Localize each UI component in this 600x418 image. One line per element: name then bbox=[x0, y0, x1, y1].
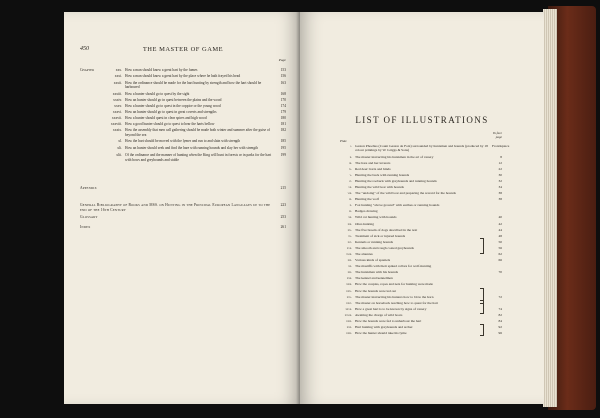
plate-title: Hart hunting with greyhounds and archer bbox=[355, 325, 413, 330]
plate-title: The master instructing his huntsmen in the art of venery bbox=[355, 154, 434, 159]
plate-row bbox=[340, 179, 502, 183]
chapter-title: How a hunter should quest in clear spires and high wood bbox=[125, 116, 207, 121]
plate-page: 32 bbox=[498, 178, 502, 183]
plate-row bbox=[340, 161, 502, 165]
contents-row bbox=[80, 104, 286, 109]
plate-title: Kennels or running hounds bbox=[355, 239, 394, 244]
chapter-page: 163 bbox=[280, 80, 286, 85]
plate-number: xi. bbox=[349, 209, 352, 214]
plate-row bbox=[340, 270, 502, 274]
chapter-title: How an hunter should go to quest in great coverts and strengths bbox=[125, 110, 217, 115]
plate-row bbox=[340, 222, 502, 226]
back-matter-item bbox=[80, 215, 286, 220]
chapter-label: Chapter bbox=[80, 68, 95, 72]
chapter-number: xxxvi. bbox=[112, 110, 122, 115]
back-matter-page: 215 bbox=[280, 186, 286, 190]
contents-row bbox=[80, 74, 286, 79]
plate-row bbox=[340, 173, 502, 177]
plate-title: Gaston Phoebus (Count Gaston de Foix) surrounded by huntsmen and hounds (produced by 18 colour printings by W. Griggs & Sons) bbox=[355, 144, 488, 153]
back-matter-title: Index bbox=[80, 225, 91, 229]
illustrations-list bbox=[340, 144, 510, 337]
plate-number: v. bbox=[349, 172, 352, 177]
plate-number: iii. bbox=[349, 160, 352, 165]
back-matter-item bbox=[80, 225, 286, 230]
plate-page: 92 bbox=[498, 325, 502, 330]
page-fore-edge bbox=[543, 9, 557, 407]
plate-row bbox=[340, 264, 502, 268]
running-header bbox=[80, 46, 286, 56]
chapter-page: 182 bbox=[280, 128, 286, 133]
illustrations-title: LIST OF ILLUSTRATIONS bbox=[355, 115, 489, 125]
plate-page: 30 bbox=[498, 172, 502, 177]
plate-number: xvii. bbox=[346, 245, 352, 250]
chapter-title: How the hart should be moved with the lymer and run to and slain with strength bbox=[125, 139, 241, 144]
chapter-title: How an hunter should go in quest between the plains and the wood bbox=[125, 98, 222, 103]
plate-page: 38 bbox=[498, 197, 502, 202]
chapter-title: How a man should know a great hart by the fumes bbox=[125, 68, 198, 72]
chapter-title: How the assembly that men call gathering should be made both winter and summer after the guise of beyond the sea bbox=[125, 128, 271, 137]
plate-page: 48 bbox=[498, 233, 502, 238]
plate-number: xxvii. bbox=[345, 306, 352, 311]
plate-title: Fox hunting "above ground" with earthes or running hounds bbox=[355, 203, 440, 208]
plate-title: The huntsman with his hounds bbox=[355, 270, 398, 275]
chapter-title: How a hunter should go to quest in the coppice or the young wood bbox=[125, 104, 221, 109]
contents-list bbox=[80, 68, 286, 164]
back-matter-title: Appendix bbox=[80, 186, 97, 190]
plate-title: Hunting the roebuck with greyhounds and running hounds bbox=[355, 178, 437, 183]
plate-row bbox=[340, 252, 502, 256]
plate-title: How the hunter should take his lyme bbox=[355, 331, 407, 336]
plate-row bbox=[340, 197, 502, 201]
chapter-number: xxxix. bbox=[112, 128, 122, 133]
plate-title: Hunting the wolf bbox=[355, 197, 379, 202]
plate-title: How a great hart is to be known by signs of venery bbox=[355, 306, 427, 311]
plate-title: The mastiffs with their spiked collars for wolf-hunting bbox=[355, 264, 432, 269]
plate-number: iv. bbox=[349, 166, 352, 171]
plate-row bbox=[340, 191, 502, 195]
plate-number: xxiv. bbox=[346, 288, 352, 293]
plate-page: 42 bbox=[498, 221, 502, 226]
contents-row bbox=[80, 153, 286, 162]
plate-number: xxii. bbox=[346, 276, 352, 281]
plate-number: xiv. bbox=[347, 227, 352, 232]
plate-number: xvi. bbox=[347, 239, 352, 244]
plate-row bbox=[340, 289, 502, 293]
plate-number: xviii. bbox=[346, 252, 352, 256]
plate-number: i. bbox=[350, 144, 352, 148]
plate-page: 56 bbox=[498, 245, 502, 250]
plate-title: How the hounds were fed to unharbour the hart bbox=[355, 319, 422, 324]
plate-title: The smooth and rough coated greyhounds bbox=[355, 245, 414, 250]
contents-row bbox=[80, 128, 286, 137]
chapter-number: xxxiii. bbox=[112, 92, 122, 97]
plate-page: 40 bbox=[498, 215, 502, 220]
plate-number: xxix. bbox=[346, 319, 352, 324]
plate-title: Wild cat hunting with hounds bbox=[355, 215, 397, 220]
back-matter-title: Glossary bbox=[80, 215, 98, 219]
contents-row bbox=[80, 92, 286, 97]
chapter-page: 153 bbox=[280, 68, 286, 72]
chapter-number: xxxv. bbox=[114, 104, 122, 109]
plate-number: ii. bbox=[349, 154, 352, 159]
plate-row bbox=[340, 282, 502, 286]
plate-row bbox=[340, 325, 502, 329]
plate-page: 22 bbox=[498, 166, 502, 171]
chapter-page: 170 bbox=[280, 98, 286, 103]
chapter-page: 195 bbox=[280, 146, 286, 151]
plate-page: 74 bbox=[498, 306, 502, 311]
plate-page: 12 bbox=[498, 160, 502, 165]
plate-page: 82 bbox=[498, 312, 502, 317]
contents-row bbox=[80, 146, 286, 151]
plate-number: vi. bbox=[349, 178, 352, 183]
plate-page: 38 bbox=[498, 191, 502, 196]
plate-title: The master instructing his hunters how to blow the horn bbox=[355, 294, 434, 299]
plate-row bbox=[340, 276, 502, 280]
plate-title: Hunting the buck with running hounds bbox=[355, 172, 410, 177]
plate-number: xxv. bbox=[346, 294, 352, 299]
plate-row bbox=[340, 331, 502, 335]
plate-row bbox=[340, 209, 502, 213]
brace-mark bbox=[480, 300, 484, 314]
plate-number: viii. bbox=[347, 191, 352, 196]
chapter-number: xl. bbox=[118, 139, 122, 144]
plate-page: 96 bbox=[498, 331, 502, 336]
plate-title: The kennel and kennelmen bbox=[355, 276, 393, 281]
back-matter-page: 261 bbox=[280, 225, 286, 229]
plate-number: xv. bbox=[348, 233, 352, 238]
chapter-title: How an hunter should seek and find the hare with running hounds and slay her with strength bbox=[125, 146, 258, 151]
plate-page: 44 bbox=[498, 227, 502, 232]
contents-row bbox=[80, 98, 286, 103]
chapter-title: How the ordinance should be made for the hart hunting by strength and how the hart should be harboured bbox=[125, 80, 262, 90]
plate-row bbox=[340, 295, 502, 299]
plate-title: The alauntes bbox=[355, 252, 373, 256]
running-title: THE MASTER OF GAME bbox=[142, 46, 224, 53]
plate-number: xxvi. bbox=[346, 300, 352, 305]
back-matter-title: General Bibliography of Books and MSS. on Hunting in the Principal European Languages up to the end of the 16th Century bbox=[80, 203, 271, 212]
plate-page: 70 bbox=[498, 270, 502, 275]
plate-page: 50 bbox=[498, 239, 502, 244]
left-page bbox=[64, 12, 300, 404]
plate-row bbox=[340, 155, 502, 159]
right-page bbox=[300, 12, 544, 404]
chapter-number: xxx. bbox=[115, 68, 122, 72]
chapter-number: xli. bbox=[117, 146, 122, 151]
plate-number: vii. bbox=[348, 184, 352, 189]
page-column-head: Page bbox=[278, 58, 286, 62]
plate-number: xxviii. bbox=[344, 312, 352, 317]
plate-row bbox=[340, 228, 502, 232]
plate-number: xiii. bbox=[347, 221, 352, 226]
plate-title: Otter-hunting bbox=[355, 221, 374, 226]
chapter-number: xxxi. bbox=[114, 73, 122, 78]
plate-title: Red deer: harts and hinds bbox=[355, 166, 391, 171]
back-matter-item bbox=[80, 203, 286, 212]
plate-number: xx. bbox=[348, 264, 352, 269]
plate-column-head: Plate bbox=[340, 139, 347, 143]
plate-title: Awaiting the charge of wild boars bbox=[355, 312, 403, 317]
plate-number: xxiii. bbox=[346, 282, 352, 287]
chapter-number: xxxiv. bbox=[113, 98, 122, 103]
plate-number: xxi. bbox=[347, 270, 352, 275]
chapter-page: 185 bbox=[280, 139, 286, 144]
chapter-page: 179 bbox=[280, 110, 286, 115]
plate-title: Various kinds of spaniels bbox=[355, 258, 391, 263]
plate-page: 8 bbox=[500, 154, 502, 159]
plate-row bbox=[340, 144, 510, 153]
page-number: 450 bbox=[80, 46, 89, 52]
chapter-title: How a good hunter should go to quest to hear the harts bellow bbox=[125, 122, 215, 127]
plate-row bbox=[340, 307, 502, 311]
plate-row bbox=[340, 258, 502, 262]
contents-row bbox=[80, 122, 286, 127]
chapter-number: xxxii. bbox=[113, 80, 122, 85]
plate-row bbox=[340, 319, 502, 323]
plate-title: How the hounds were led out bbox=[355, 288, 397, 293]
contents-row bbox=[80, 110, 286, 115]
chapter-title: How a man should know a great hart by the place where he hath frayed his head bbox=[125, 73, 241, 78]
plate-row bbox=[340, 167, 502, 171]
chapter-title: Of the ordinance and the manner of hunting when the King will hunt in forests or in parks for the hart with bows and greyhounds and stable bbox=[125, 152, 272, 162]
plate-page: Frontispiece bbox=[492, 144, 510, 148]
plate-page: 84 bbox=[498, 319, 502, 324]
plate-number: xxxi. bbox=[346, 331, 352, 336]
chapter-page: 180 bbox=[280, 116, 286, 121]
contents-row bbox=[80, 68, 286, 73]
contents-row bbox=[80, 139, 286, 144]
back-matter-item bbox=[80, 186, 286, 191]
chapter-page: 174 bbox=[280, 104, 286, 109]
chapter-number: xxxvii. bbox=[111, 116, 122, 121]
chapter-page: 168 bbox=[280, 92, 286, 97]
plate-number: xix. bbox=[347, 258, 352, 263]
plate-page: 62 bbox=[498, 252, 502, 256]
plate-page: 72 bbox=[498, 294, 502, 299]
brace-mark bbox=[480, 324, 484, 336]
plate-title: How the couples, ropes and nets for hunting were made bbox=[355, 282, 433, 287]
brace-mark bbox=[480, 238, 484, 254]
plate-row bbox=[340, 215, 502, 219]
plate-number: xii. bbox=[348, 215, 352, 220]
plate-title: Treatment of sick or injured hounds bbox=[355, 233, 406, 238]
plate-number: x. bbox=[349, 203, 352, 208]
to-face-page-column-head: To face page bbox=[492, 131, 502, 139]
chapter-title: How a hunter should go to quest by the sight bbox=[125, 92, 190, 97]
plate-title: The five breeds of dogs described in the text bbox=[355, 227, 418, 232]
plate-row bbox=[340, 234, 502, 238]
contents-row bbox=[80, 81, 286, 90]
plate-row bbox=[340, 203, 502, 207]
plate-title: Badger-drawing bbox=[355, 209, 378, 214]
plate-title: The "undoing" of the wild boar and preparing the reward for the hounds bbox=[355, 191, 456, 196]
plate-row bbox=[340, 301, 502, 305]
plate-title: The master on horseback teaching how to quest for the hart bbox=[355, 300, 439, 305]
chapter-page: 181 bbox=[280, 122, 286, 127]
plate-page: 34 bbox=[498, 184, 502, 189]
plate-row bbox=[340, 246, 502, 250]
plate-number: xxx. bbox=[346, 325, 352, 330]
contents-row bbox=[80, 116, 286, 121]
plate-row bbox=[340, 240, 502, 244]
back-matter-page: 253 bbox=[280, 215, 286, 219]
chapter-page: 156 bbox=[280, 73, 286, 78]
plate-number: ix. bbox=[349, 197, 352, 202]
chapter-number: xlii. bbox=[116, 152, 122, 157]
chapter-number: xxxviii. bbox=[110, 122, 122, 127]
plate-title: Hunting the wild boar with hounds bbox=[355, 184, 404, 189]
plate-row bbox=[340, 185, 502, 189]
back-matter-page: 223 bbox=[280, 203, 286, 207]
plate-row bbox=[340, 313, 502, 317]
plate-page: 66 bbox=[498, 258, 502, 263]
chapter-page: 199 bbox=[280, 152, 286, 157]
plate-title: The hare and her leverets bbox=[355, 160, 391, 165]
